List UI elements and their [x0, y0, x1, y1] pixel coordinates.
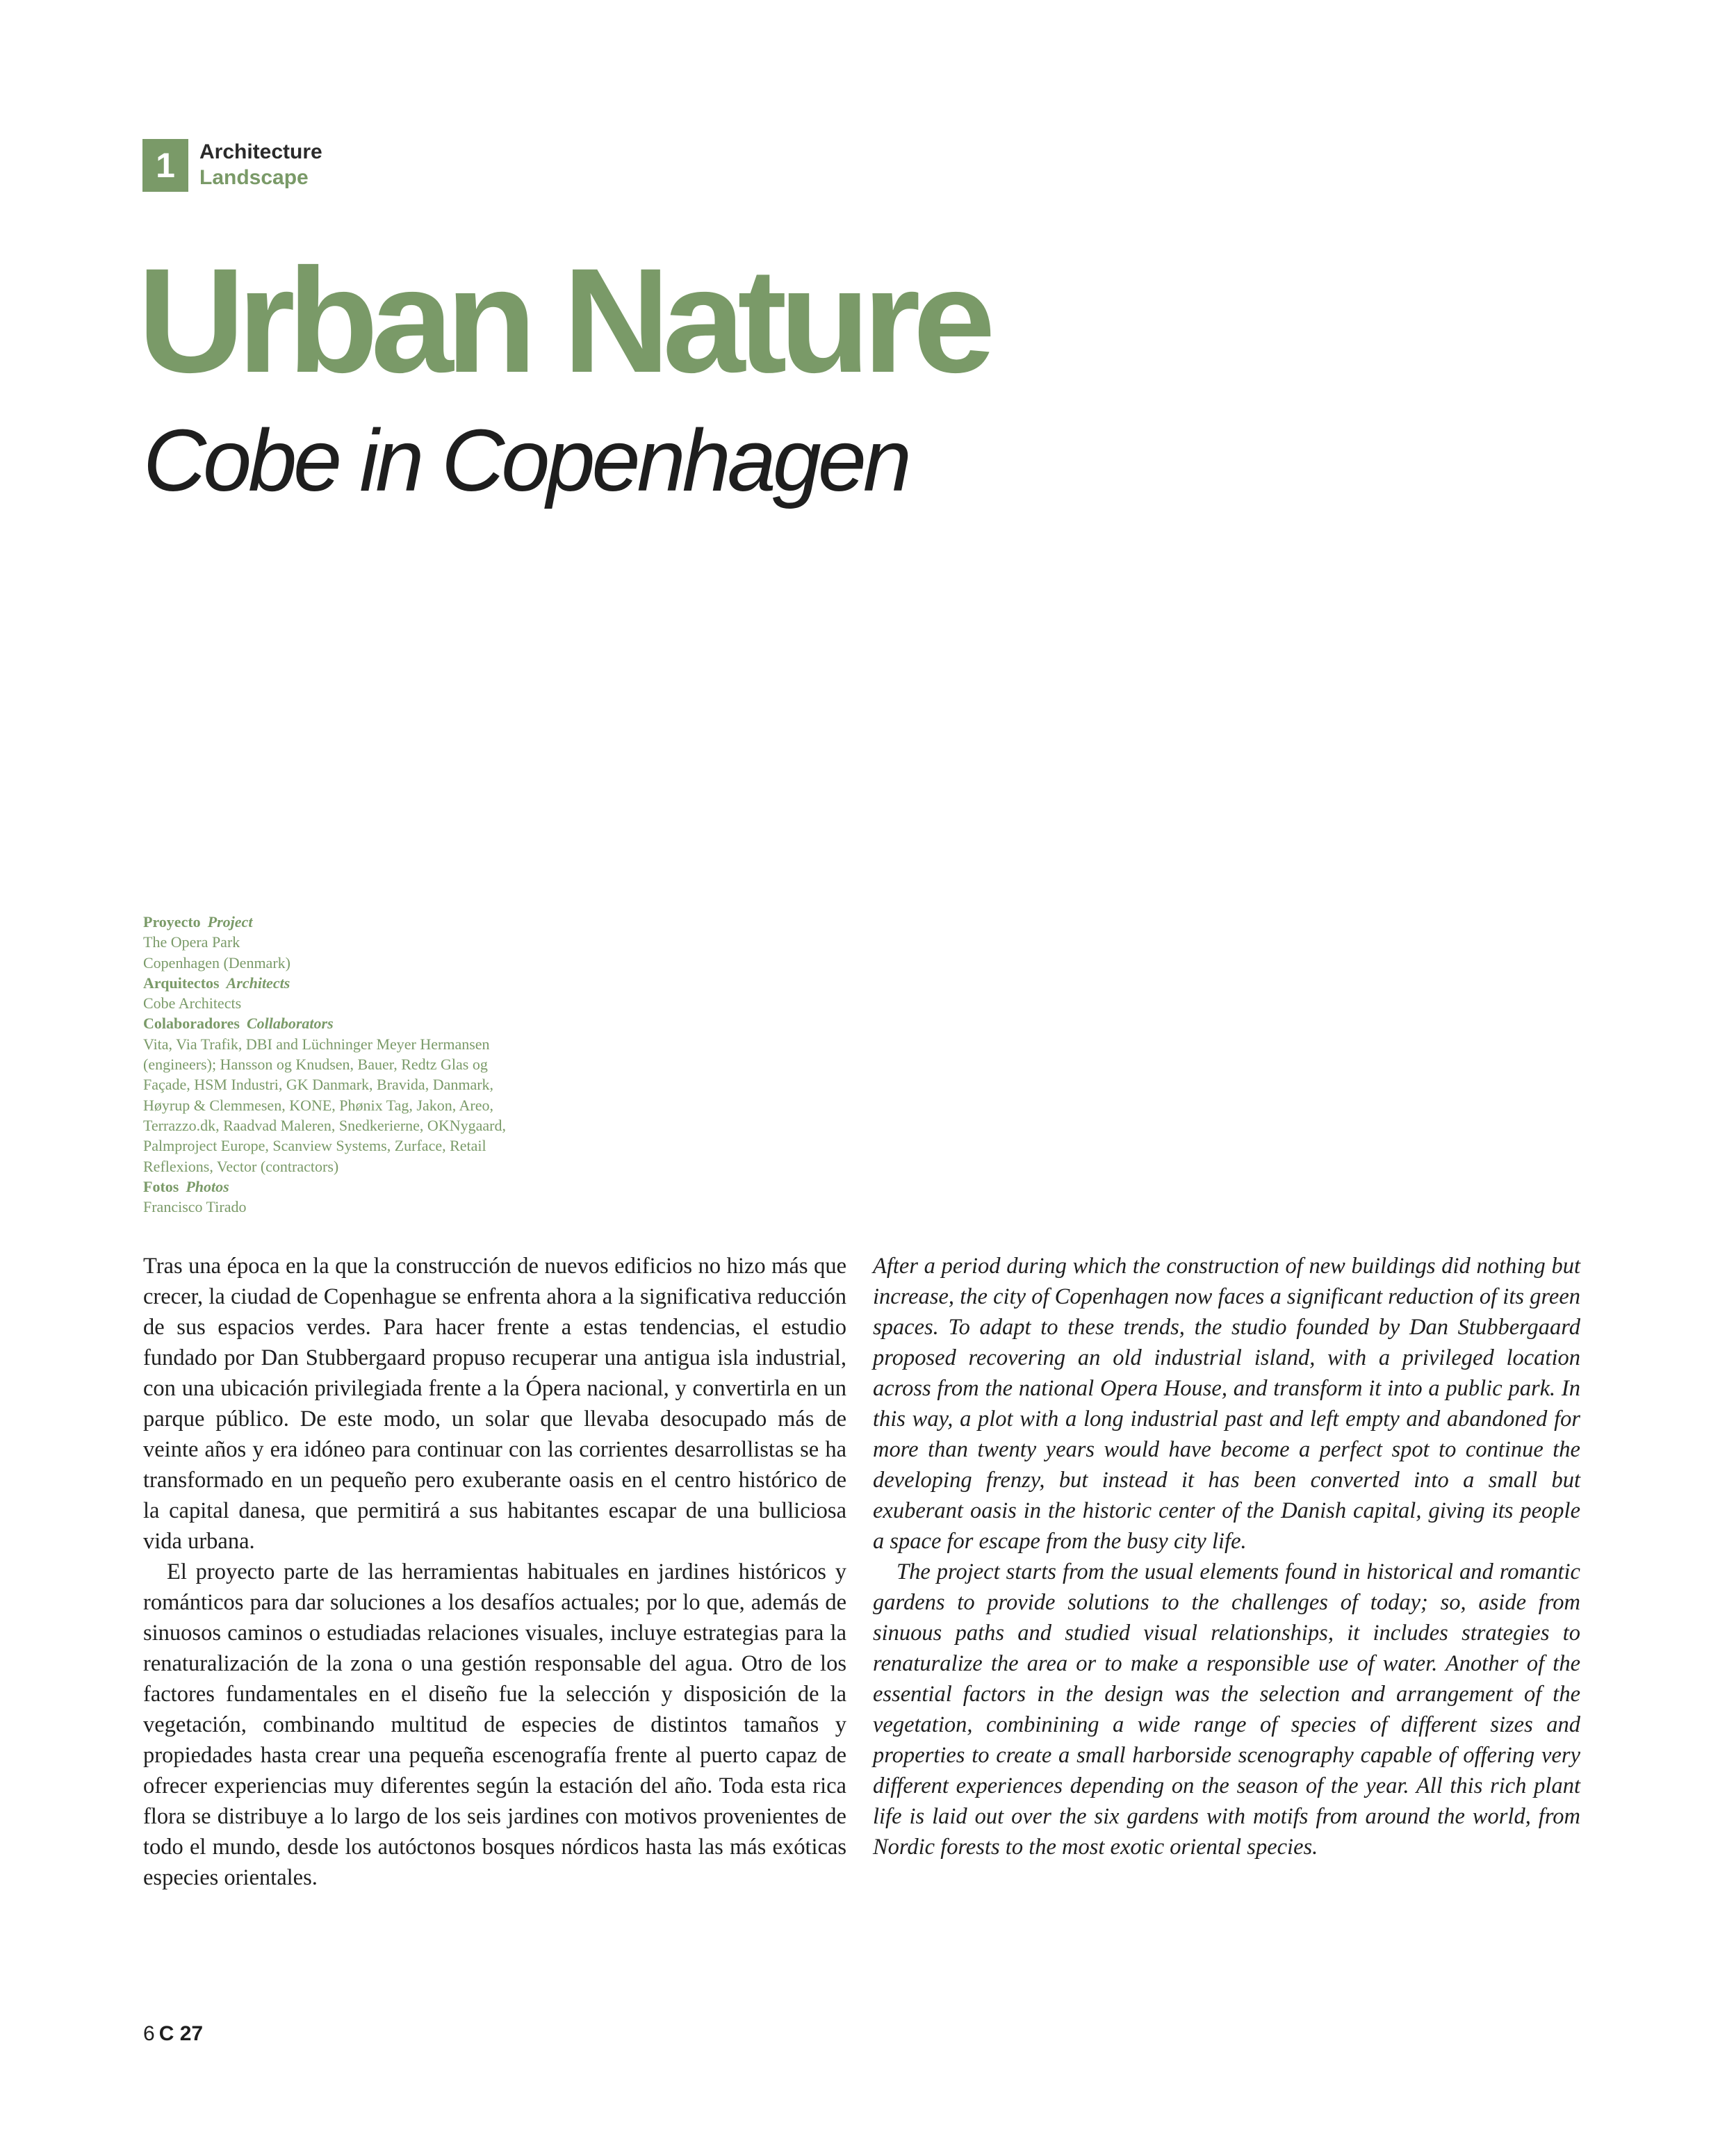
credit-heading-project [143, 912, 588, 932]
section-labels [199, 139, 322, 190]
credit-heading-en: Architects [226, 974, 290, 992]
body-paragraph: After a period during which the construction of new buildings did nothing but increase, the city of Copenhagen now faces a significant reduction of its green spaces. To adapt to these trends, the studio founded by Dan Stubbergaard proposed recovering an old industrial island, with a privileged location across from the national Opera House, and transform it into a public park. In this way, a plot with a long industrial past and left empty and abandoned for more than twenty years would have become a perfect spot to continue the developing frenzy, but instead it has been converted into a small but exuberant oasis in the historic center of the Danish capital, giving its people a space for escape from the busy city life. [873, 1254, 1580, 1554]
section-label-architecture: Architecture [199, 140, 322, 163]
section-number: 1 [142, 139, 188, 192]
page-subtitle: Cobe in Copenhagen [143, 411, 908, 509]
credit-heading-en: Photos [186, 1177, 229, 1195]
credit-heading-photos [143, 1177, 588, 1197]
body-column-spanish [143, 1251, 846, 1893]
body-paragraph: El proyecto parte de las herramientas habituales en jardines históricos y románticos para dar soluciones a los desafíos actuales; por lo que, además de sinuosos caminos o estudiadas relaciones visuales, incluye estrategias para la renaturalización de la zona o una gestión responsable del agua. Otro de los factores fundamentales en el diseño fue la selección y disposición de la vegetación, combinando multitud de especies de distintos tamaños y propiedades hasta crear una pequeña escenografía frente al puerto capaz de ofrecer experiencias muy diferentes según la estación del año. Toda esta rica flora se distribuye a lo largo de los seis jardines con motivos provenientes de todo el mundo, desde los autóctonos bosques nórdicos hasta las más exóticas especies orientales. [143, 1559, 846, 1890]
credit-line: Reflexions, Vector (contractors) [143, 1157, 339, 1175]
section-tag [142, 139, 322, 192]
credit-heading-es: Proyecto [143, 913, 201, 930]
body-paragraph: Tras una época en la que la construcción de nuevos edificios no hizo más que crecer, la ciudad de Copenhague se enfrenta ahora a la significativa reducción de sus espacios verdes. Para hacer frente a estas tendencias, el estudio fundado por Dan Stubbergaard propuso recuperar una antigua isla industrial, con una ubicación privilegiada frente a la Ópera nacional, y convertirla en un parque público. De este modo, un solar que llevaba desocupado más de veinte años y era idóneo para continuar con las corrientes desarrollistas se ha transformado en un pequeño pero exuberante oasis en el centro histórico de la capital danesa, que permitirá a sus habitantes escapar de una bulliciosa vida urbana. [143, 1254, 846, 1554]
page-number: 6 [143, 2022, 155, 2045]
credit-heading-architects [143, 973, 588, 993]
page-title: Urban Nature [138, 238, 988, 404]
credit-line: Francisco Tirado [143, 1198, 247, 1216]
project-credits [143, 912, 588, 1217]
credit-line: Palmproject Europe, Scanview Systems, Zurface, Retail [143, 1137, 486, 1155]
body-column-english [873, 1251, 1580, 1862]
credit-line: Copenhagen (Denmark) [143, 953, 290, 971]
credit-heading-collaborators [143, 1013, 588, 1033]
magazine-issue: C 27 [158, 2022, 204, 2045]
credit-line: Høyrup & Clemmesen, KONE, Phønix Tag, Jakon, Areo, [143, 1096, 494, 1114]
credit-line: Vita, Via Trafik, DBI and Lüchninger Meyer Hermansen [143, 1035, 490, 1053]
credit-heading-en: Project [207, 913, 253, 930]
credit-heading-es: Arquitectos [143, 974, 220, 992]
credit-line: Terrazzo.dk, Raadvad Maleren, Snedkerierne, OKNygaard, [143, 1116, 506, 1134]
credit-heading-es: Fotos [143, 1177, 179, 1195]
page-folio [143, 2022, 203, 2046]
credit-heading-es: Colaboradores [143, 1015, 240, 1033]
body-paragraph: The project starts from the usual elements found in historical and romantic gardens to provide solutions to the challenges of today; so, aside from sinuous paths and studied visual relationships, it includes strategies to renaturalize the area or to make a responsible use of water. Another of the essential factors in the design was the selection and arrangement of the vegetation, combinining a wide range of species of different sizes and properties to create a small harborside scenography capable of offering very different experiences depending on the season of the year. All this rich plant life is laid out over the six gardens with motifs from around the world, from Nordic forests to the most exotic oriental species. [873, 1559, 1580, 1860]
credit-line: Cobe Architects [143, 994, 242, 1012]
section-label-landscape: Landscape [199, 166, 309, 189]
credit-line: The Opera Park [143, 933, 240, 951]
credit-line: Façade, HSM Industri, GK Danmark, Bravida, Danmark, [143, 1076, 494, 1094]
credit-line: (engineers); Hansson og Knudsen, Bauer, Redtz Glas og [143, 1056, 488, 1074]
credit-heading-en: Collaborators [246, 1015, 334, 1033]
